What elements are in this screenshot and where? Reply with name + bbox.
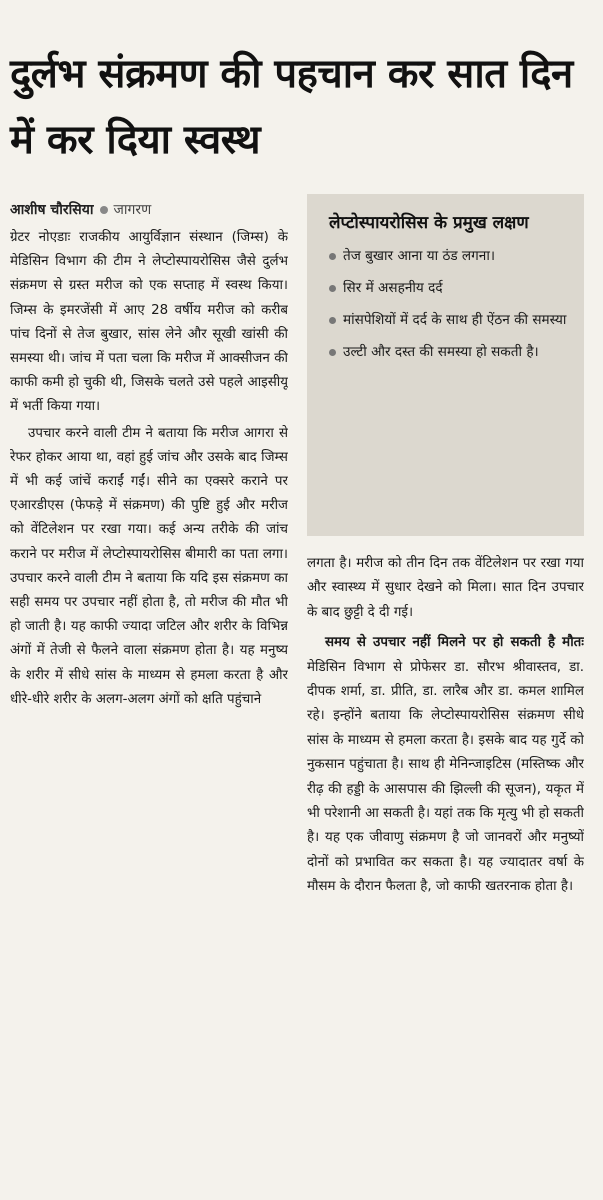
article-section <box>307 631 584 899</box>
symptom-text: सिर में असहनीय दर्द <box>343 280 443 296</box>
section-subhead: समय से उपचार नहीं मिलने पर हो सकती है मौतः <box>325 635 584 651</box>
article-paragraph-1: ग्रेटर नोएडाः राजकीय आयुर्विज्ञान संस्थान (जिम्स) के मेडिसिन विभाग की टीम ने लेप्टोस्पायरोसिस जैसे दुर्लभ संक्रमण से ग्रस्त मरीज को एक सप्ताह में स्वस्थ किया। जिम्स के इमरजेंसी में आए 28 वर्षीय मरीज को करीब पांच दिनों से तेज बुखार, सांस लेने और सूखी खांसी की समस्या थी। जांच में पता चला कि मरीज में आक्सीजन की काफी कमी हो चुकी थी, जिसके चलते उसे पहले आइसीयू में भर्ती किया गया। <box>10 230 288 415</box>
headline: दुर्लभ संक्रमण की पहचान कर सात दिन में कर दिया स्वस्थ <box>10 50 573 163</box>
bullet-icon <box>329 349 336 356</box>
symptom-item <box>329 339 568 366</box>
article-continuation: लगता है। मरीज को तीन दिन तक वेंटिलेशन पर रखा गया और स्वास्थ्य में सुधार देखने को मिला। सात दिन उपचार के बाद छुट्टी दे दी गई। <box>307 556 584 620</box>
symptom-item <box>329 307 568 334</box>
section-paragraph: मेडिसिन विभाग से प्रोफेसर डा. सौरभ श्रीवास्तव, डा. दीपक शर्मा, डा. प्रीति, डा. लारैब और डा. कमल शामिल रहे। इन्होंने बताया कि लेप्टोस्पायरोसिस संक्रमण सीधे सांस के माध्यम से हमला करता है। इसके बाद यह गुर्दे को नुकसान पहुंचाता है। साथ ही मेनिन्जाइटिस (मस्तिष्क और रीढ़ की हड्डी के आसपास की झिल्ली की सूजन), यकृत में भी परेशानी आ सकती है। यहां तक कि मृत्यु भी हो सकती है। यह एक जीवाणु संक्रमण है जो जानवरों और मनुष्यों दोनों को प्रभावित कर सकता है। यह ज्यादातर वर्षा के मौसम के दौरान फैलता है, जो काफी खतरनाक होता है। <box>307 659 584 895</box>
publication-source: जागरण <box>113 202 152 218</box>
article-paragraph-2: उपचार करने वाली टीम ने बताया कि मरीज आगरा से रेफर होकर आया था, वहां हुई जांच और उसके बाद जिम्स में भी कई जांचें कराईं गईं। सीने का एक्सरे कराने पर एआरडीएस (फेफड़े में संक्रमण) की पुष्टि हुई और मरीज को वेंटिलेशन पर रखा गया। कई अन्य तरीके की जांच कराने पर मरीज में लेप्टोस्पायरोसिस बीमारी का पता लगा। उपचार करने वाली टीम ने बताया कि यदि इस संक्रमण का सही समय पर उपचार नहीं होता है, तो मरीज की मौत भी हो जाती है। यह काफी ज्यादा जटिल और शरीर के विभिन्न अंगों में तेजी से फैलने वाला संक्रमण होता है। यह मनुष्य के शरीर में सीधे सांस के माध्यम से हमला करता है और धीरे-धीरे शरीर के अलग-अलग अंगों को क्षति पहुंचाने <box>10 425 288 707</box>
author-name: आशीष चौरसिया <box>10 202 94 218</box>
bullet-icon <box>329 317 336 324</box>
symptoms-box <box>307 194 584 536</box>
symptom-text: तेज बुखार आना या ठंड लगना। <box>343 248 496 264</box>
bullet-icon <box>329 285 336 292</box>
symptom-item <box>329 275 568 302</box>
byline <box>10 200 151 219</box>
symptom-text: मांसपेशियों में दर्द के साथ ही ऐंठन की समस्या <box>343 312 567 328</box>
symptom-text: उल्टी और दस्त की समस्या हो सकती है। <box>343 344 539 360</box>
separator-dot-icon <box>100 206 108 214</box>
symptoms-list <box>329 243 568 366</box>
article-column-right <box>307 552 584 1192</box>
bullet-icon <box>329 253 336 260</box>
symptom-item <box>329 243 568 270</box>
article-column-left <box>10 226 288 1192</box>
symptoms-box-title: लेप्टोस्पायरोसिस के प्रमुख लक्षण <box>329 213 529 233</box>
